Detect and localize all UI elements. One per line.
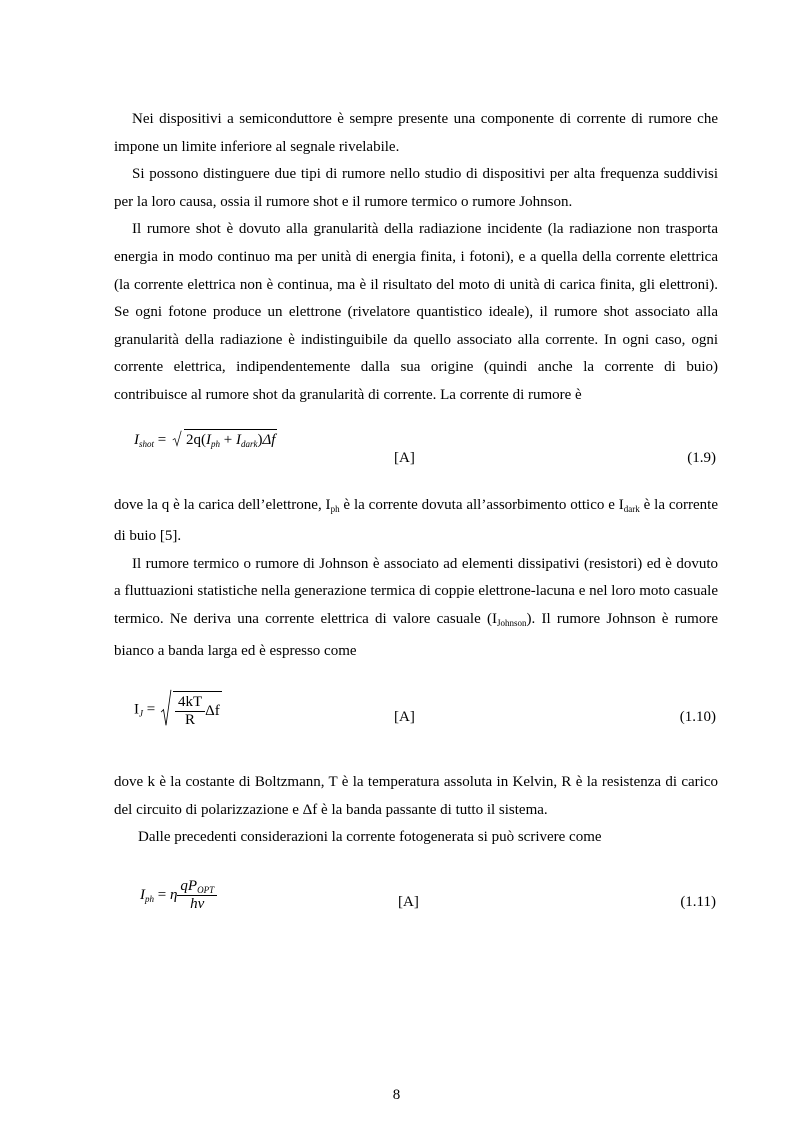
equation-1-10-number: (1.10) bbox=[679, 709, 716, 726]
paragraph-1: Nei dispositivi a semiconduttore è sempre presente una componente di corrente di rumore che impone un limite inferiore al segnale rivelabile. bbox=[114, 111, 718, 155]
equation-1-11-formula: $I_{ph} = \eta$ $\frac{qP_{OPT}}{h\nu}$ bbox=[140, 878, 217, 913]
equation-1-9-number: (1.9) bbox=[687, 449, 716, 466]
page-body bbox=[114, 106, 718, 946]
equation-1-11-number: (1.11) bbox=[680, 893, 716, 910]
page-number: 8 bbox=[392, 1087, 401, 1103]
equation-1-10-unit: [A] bbox=[394, 709, 415, 726]
equation-1-11-unit: [A] bbox=[398, 893, 419, 910]
paragraph-4: dove la q è la carica dell’elettrone, $I_{ph}$ è la corrente dovuta all’assorbimento ottico e $I_{dark}$ è la corrente di buio [5]. bbox=[114, 496, 718, 545]
sqrt-symbol: $\frac{4kT}{R}$ Δf bbox=[159, 691, 222, 729]
equation-1-11 bbox=[114, 876, 718, 946]
fraction: $\frac{4kT}{R}$ bbox=[175, 694, 205, 729]
paragraph-3: Il rumore shot è dovuto alla granularità della radiazione incidente (la radiazione non trasporta energia in modo continuo ma per unità di energia finita, i fotoni), e a quella della corrente elettrica (la corrente elettrica non è continua, ma è il risultato del moto di unità di carica finita, gli elettroni). Se ogni fotone produce un elettrone (rivelatore quantistico ideale), il rumore shot associato alla granularità della radiazione è indistinguibile da quello associato alla corrente. In ogni caso, ogni corrente elettrica, indipendentemente dalla sua origine (quindi anche la corrente di buio) contribuisce al rumore shot da granularità di corrente. La corrente di rumore è bbox=[114, 221, 718, 403]
equation-1-9-formula: $I_{shot}$ = $2q(I_{ph} + I_{dark})\Delta f$ bbox=[134, 432, 277, 449]
paragraph-2: Si possono distinguere due tipi di rumore nello studio di dispositivi per alta frequenza suddivisi per la loro causa, ossia il rumore shot e il rumore termico o rumore Johnson. bbox=[114, 166, 718, 210]
equation-1-10-formula: $I_J$ = $\frac{4kT}{R}$ Δf bbox=[134, 691, 222, 729]
paragraph-5: Il rumore termico o rumore di Johnson è associato ad elementi dissipativi (resistori) ed è dovuto a fluttuazioni statistiche nella generazione termica di coppie elettrone-lacuna e nel loro moto casuale termico. Ne deriva una corrente elettrica di valore casuale $(I_{Johnson})$. Il rumore Johnson è rumore bianco a banda larga ed è espresso come bbox=[114, 555, 719, 659]
paragraph-7: Dalle precedenti considerazioni la corrente fotogenerata si può scrivere come bbox=[138, 829, 602, 846]
equation-1-10 bbox=[114, 687, 718, 757]
fraction: $\frac{qP_{OPT}}{h\nu}$ bbox=[177, 878, 217, 913]
sqrt-symbol: $2q(I_{ph} + I_{dark})\Delta f$ bbox=[170, 432, 277, 449]
equation-1-9-unit: [A] bbox=[394, 449, 415, 466]
equation-1-9 bbox=[114, 432, 718, 492]
paragraph-6: dove k è la costante di Boltzmann, T è la temperatura assoluta in Kelvin, R è la resistenza di carico del circuito di polarizzazione e Δf è la banda passante di tutto il sistema. bbox=[114, 774, 718, 818]
